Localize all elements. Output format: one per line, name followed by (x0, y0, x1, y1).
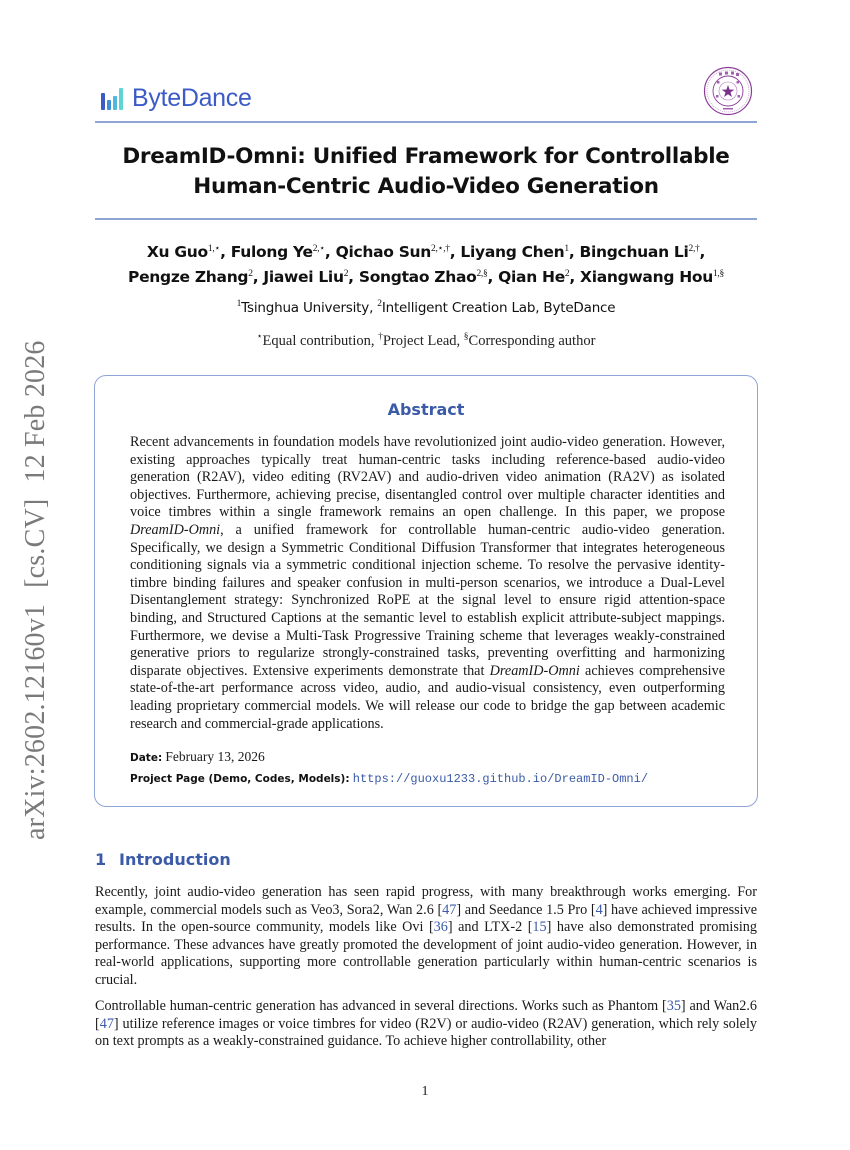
author-line-2: Pengze Zhang$^2$, Jiawei Liu$^2$, Songtao Zhao$^{2,\S}$, Qian He$^2$, Xiangwang Hou$^{1,\S}$ (128, 268, 724, 286)
title-line-1: DreamID-Omni: Unified Framework for Controllable (122, 144, 730, 169)
author: Xiangwang Hou$^{1,\S}$ (580, 268, 724, 286)
page-number: 1 (421, 1084, 429, 1099)
intro-paragraph-1: Recently, joint audio-video generation has seen rapid progress, with many breakthrough works emerging. For example, commercial models such as Veo3, Sora2, Wan 2.6 [47] and Seedance 1.5 Pro [4] have achieved impressive results. In the open-source community, models like Ovi [36] and LTX-2 [15] have also demonstrated promising performance. These advances have greatly promoted the development of joint audio-video generation. However, in real-world applications, supporting more controllable generation particularly within human-centric scenarios is crucial. (95, 884, 757, 988)
author-line-1: Xu Guo$^{1,⋆}$, Fulong $Ye^{2,⋆}$, Qichao Sun$^{2,⋆,\dagger}$, Liyang Chen$^1$, Bingchuan $Li^{2,\dagger}$, (146, 243, 706, 261)
note: †Project Lead (378, 332, 457, 349)
author: Qichao Sun$^{2,⋆,\dagger}$ (335, 243, 450, 261)
affiliation: $^2$Intelligent Creation Lab, ByteDance (377, 299, 616, 316)
date-label: Date: (130, 752, 163, 764)
author: Pengze Zhang$^2$ (128, 268, 253, 286)
abstract-meta (130, 747, 730, 789)
section-heading-introduction (95, 850, 231, 869)
section-title: Introduction (119, 850, 231, 869)
tsinghua-seal-icon (703, 66, 753, 116)
note: §Corresponding author (463, 332, 596, 349)
abstract-body: Recent advancements in foundation models have revolutionized joint audio-video generation. However, existing approaches typically treat human-centric tasks including reference-based audio-video generation (R2AV), video editing (RV2AV) and audio-driven video animation (RA2V) as isolated objectives. Furthermore, achieving precise, disentangled control over multiple character identities and voice timbres within a single framework remains an open challenge. In this paper, we propose DreamID-Omni, a unified framework for controllable human-centric audio-video generation. Specifically, we design a Symmetric Conditional Diffusion Transformer that integrates heterogeneous conditioning signals via a symmetric conditional injection scheme. To resolve the pervasive identity-timbre binding failures and speaker confusion in multi-person scenarios, we introduce a Dual-Level Disentanglement strategy: Synchronized RoPE at the signal level to ensure rigid attention-space binding, and Structured Captions at the semantic level to establish explicit attribute-subject mappings. Furthermore, we devise a Multi-Task Progressive Training scheme that leverages weakly-constrained generative priors to regularize strongly-constrained tasks, preventing overfitting and harmonizing disparate objectives. Extensive experiments demonstrate that DreamID-Omni achieves comprehensive state-of-the-art performance across video, audio, and audio-visual consistency, even outperforming leading proprietary commercial models. We will release our code to bridge the gap between academic research and commercial-grade applications. (130, 434, 725, 732)
note: ⋆Equal contribution (256, 332, 371, 349)
header-rule (95, 121, 757, 123)
citation-link[interactable]: 4 (595, 901, 603, 918)
date-row (130, 747, 730, 768)
citation-link[interactable]: 15 (532, 919, 547, 936)
author: Qian He$^2$ (498, 268, 570, 286)
affiliation: $^1$Tsinghua University (236, 299, 370, 316)
author: Songtao Zhao$^{2,\S}$ (358, 268, 488, 286)
author: Bingchuan $Li^{2,\dagger}$ (579, 243, 700, 261)
abstract-box (94, 375, 758, 807)
citation-link[interactable]: 47 (99, 1015, 114, 1032)
section-number: 1 (95, 850, 107, 869)
affiliations: $^1$Tsinghua University, $^2$Intelligent Creation Lab, ByteDance (236, 299, 616, 316)
arxiv-category: [cs.CV] (20, 498, 51, 588)
author: Liyang Chen$^1$ (460, 243, 569, 261)
arxiv-stamp (20, 310, 52, 840)
author-notes: ⋆Equal contribution, †Project Lead, §Corresponding author (256, 332, 596, 349)
project-page-label: Project Page (Demo, Codes, Models): (130, 773, 350, 785)
logo-text: ByteDance (132, 84, 252, 112)
paper-title (95, 142, 757, 202)
project-page-link[interactable]: https://guoxu1233.github.io/DreamID-Omni/ (352, 772, 649, 786)
citation-link[interactable]: 36 (433, 919, 448, 936)
citation-link[interactable]: 47 (442, 901, 457, 918)
arxiv-date: 12 Feb 2026 (20, 340, 51, 483)
abstract-heading: Abstract (387, 400, 465, 419)
citation-link[interactable]: 35 (666, 998, 681, 1014)
title-line-2: Human-Centric Audio-Video Generation (193, 174, 659, 199)
author: Xu Guo$^{1,⋆}$ (146, 243, 221, 261)
author: Jiawei Liu$^2$ (263, 268, 349, 286)
bytedance-logo (101, 84, 252, 113)
author-list (95, 240, 757, 290)
title-rule (95, 218, 757, 220)
page-header (95, 66, 757, 122)
project-page-row (130, 768, 730, 789)
arxiv-id: arXiv:2602.12160v1 (20, 603, 51, 840)
intro-paragraph-2: Controllable human-centric generation has advanced in several directions. Works such as Phantom [35] and Wan2.6 [47] utilize reference images or voice timbres for video (R2V) or audio-video (R2AV) generation, which rely solely on text prompts as a weakly-constrained guidance. To achieve higher controllability, other (95, 998, 757, 1050)
date-value: February 13, 2026 (165, 749, 265, 764)
author: Fulong $Ye^{2,⋆}$ (230, 243, 325, 261)
bytedance-bars-icon (101, 88, 125, 110)
